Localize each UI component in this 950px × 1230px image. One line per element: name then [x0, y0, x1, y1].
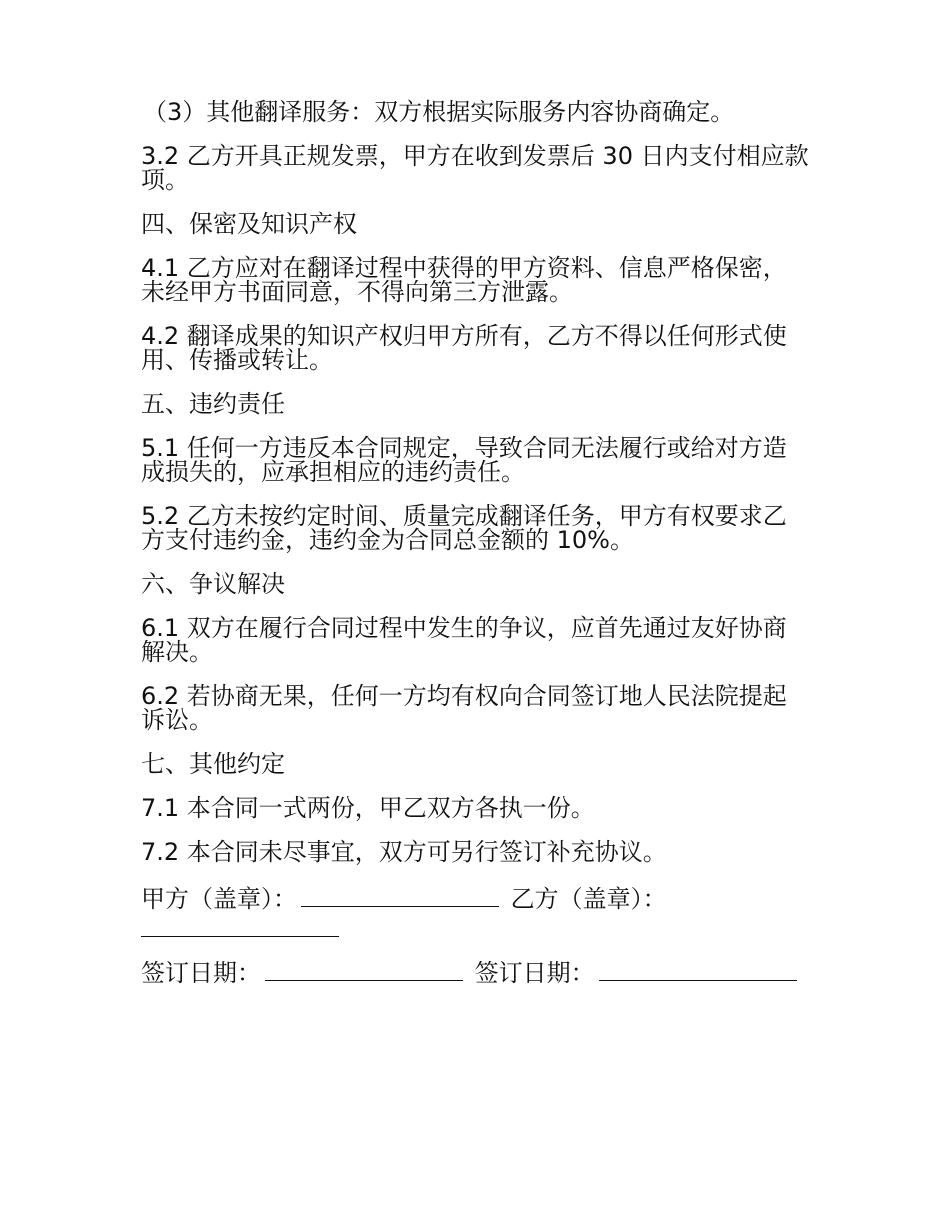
party-a-date-blank: [265, 958, 463, 981]
signature-block-parties: [141, 884, 809, 944]
clause-3-1-3: （3）其他翻译服务：双方根据实际服务内容协商确定。: [143, 98, 735, 126]
clause-7-1: 7.1 本合同一式两份，甲乙双方各执一份。: [141, 794, 595, 822]
party-a-seal-blank: [301, 884, 499, 907]
clause-5-1: 5.1 任何一方违反本合同规定，导致合同无法履行或给对方造成损失的，应承担相应的违约责任。: [141, 434, 787, 486]
party-b-date-blank: [599, 958, 797, 981]
clause-4-1: 4.1 乙方应对在翻译过程中获得的甲方资料、信息严格保密，未经甲方书面同意，不得向第三方泄露。: [141, 254, 787, 306]
section-heading-other: 七、其他约定: [141, 750, 285, 778]
clause-5-2: 5.2 乙方未按约定时间、质量完成翻译任务，甲方有权要求乙方支付违约金，违约金为合同总金额的 10%。: [141, 502, 787, 554]
signature-block-dates: [141, 958, 809, 988]
clause-6-2: 6.2 若协商无果，任何一方均有权向合同签订地人民法院提起诉讼。: [141, 682, 787, 734]
party-b-date-label: 签订日期：: [474, 959, 595, 987]
clause-6-1: 6.1 双方在履行合同过程中发生的争议，应首先通过友好协商解决。: [141, 614, 787, 666]
party-a-seal-label: 甲方（盖章）：: [141, 885, 297, 913]
clause-7-2: 7.2 本合同未尽事宜，双方可另行签订补充协议。: [141, 838, 667, 866]
party-b-seal-blank: [141, 914, 339, 937]
contract-page: [141, 100, 809, 1002]
clause-3-2: 3.2 乙方开具正规发票，甲方在收到发票后 30 日内支付相应款项。: [141, 142, 809, 194]
clause-4-2: 4.2 翻译成果的知识产权归甲方所有，乙方不得以任何形式使用、传播或转让。: [141, 322, 787, 374]
party-b-seal-label: 乙方（盖章）：: [510, 885, 667, 913]
section-heading-confidentiality: 四、保密及知识产权: [141, 210, 357, 238]
party-a-date-label: 签订日期：: [141, 959, 261, 987]
section-heading-disputes: 六、争议解决: [141, 570, 285, 598]
section-heading-liability: 五、违约责任: [141, 390, 285, 418]
